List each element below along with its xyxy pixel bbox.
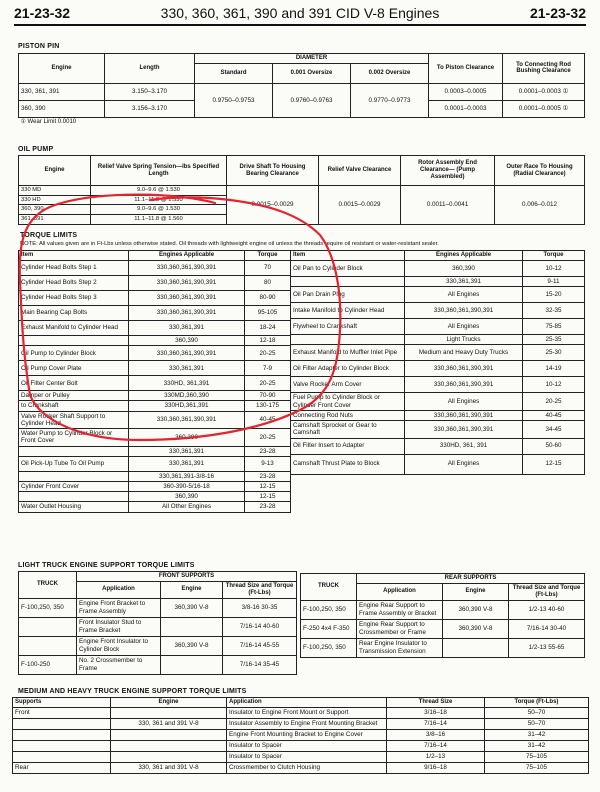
- table-row: [19, 502, 291, 512]
- cell-engine: 360, 390: [19, 205, 91, 215]
- cell-torque: 40-45: [245, 411, 291, 428]
- col-outer-race: Outer Race To Housing (Radial Clearance): [495, 156, 585, 186]
- cell-engines: 330,360,361,390,391: [129, 305, 245, 320]
- cell-engines: All Engines: [405, 454, 523, 474]
- cell-truck: F-100,250, 350: [19, 598, 77, 617]
- col-oversize-1: 0.001 Oversize: [273, 63, 351, 83]
- table-row: [301, 619, 585, 638]
- cell-truck: F-100,250, 350: [301, 600, 357, 619]
- col-truck: TRUCK: [19, 572, 77, 599]
- cell-engines: 330,360,361,390,391: [405, 377, 523, 393]
- cell-torque: 50–70: [485, 707, 589, 718]
- cell-torque: 34-45: [523, 421, 585, 438]
- cell-item: Exhaust Manifold to Cylinder Head: [19, 320, 129, 335]
- table-row: [291, 421, 585, 438]
- cell-engines: 330,360,361,390,391: [129, 346, 245, 361]
- table-row: [291, 345, 585, 361]
- cell-thread: 3/16–18: [387, 707, 485, 718]
- cell-application: Engine Rear Support to Frame Assembly or Bracket: [357, 600, 443, 619]
- table-row: [13, 751, 589, 762]
- cell-torque: 12-18: [245, 335, 291, 345]
- table-row: [19, 456, 291, 471]
- table-row: [291, 303, 585, 319]
- col-engine: Engine: [443, 583, 509, 600]
- cell-torque: 130-175: [245, 401, 291, 411]
- cell-engines: 330,361,391: [129, 456, 245, 471]
- cell-torque: 75–105: [485, 762, 589, 773]
- cell-thread: 9/16–18: [387, 762, 485, 773]
- cell-item: to Crankshaft: [19, 401, 129, 411]
- medium-heavy-table: [12, 697, 589, 774]
- cell-engines: All Other Engines: [129, 502, 245, 512]
- cell-torque: 50–70: [485, 718, 589, 729]
- cell-torque: 23-28: [245, 502, 291, 512]
- cell-engine: 330, 361 and 391 V-8: [111, 718, 227, 729]
- table-row: [19, 471, 291, 481]
- cell-item: Damper or Pulley: [19, 391, 129, 401]
- col-relief-valve: Relief Valve Spring Tension—lbs Specified Length: [91, 156, 227, 186]
- cell-torque: 31–42: [485, 729, 589, 740]
- cell-thread: 7/16–14: [387, 718, 485, 729]
- cell-torque: 75–105: [485, 751, 589, 762]
- table-row: [19, 186, 585, 196]
- cell-application: Insulator to Engine Front Mount or Support: [227, 707, 387, 718]
- cell-torque: 80-90: [245, 290, 291, 305]
- cell-item: Flywheel to Crankshaft: [291, 319, 405, 335]
- table-row: [291, 393, 585, 410]
- col-application: Application: [227, 698, 387, 708]
- cell-engine: [443, 638, 509, 657]
- cell-application: Engine Front Mounting Bracket to Engine Cover: [227, 729, 387, 740]
- cell-engines: 330,360,361,390,391: [129, 290, 245, 305]
- cell-engines: 330,360,361,390,391: [405, 361, 523, 377]
- table-row: [19, 391, 291, 401]
- cell-truck: F-250 4x4 F-350: [301, 619, 357, 638]
- cell-torque: 12-15: [245, 492, 291, 502]
- cell-engines: 330,360,361,390,391: [129, 260, 245, 275]
- col-engine: Engine: [19, 54, 105, 84]
- cell-length: 3.156–3.170: [105, 100, 195, 117]
- cell-standard: 0.9750–0.9753: [195, 83, 273, 117]
- cell-application: Crossmember to Clutch Housing: [227, 762, 387, 773]
- table-row: [13, 740, 589, 751]
- col-diameter: DIAMETER: [195, 54, 429, 64]
- torque-limits-title: TORQUE LIMITS: [20, 232, 78, 239]
- cell-engine: 360, 390: [19, 100, 105, 117]
- cell-engines: Medium and Heavy Duty Trucks: [405, 345, 523, 361]
- cell-item: Oil Filter Center Bolt: [19, 376, 129, 391]
- cell-torque: 75-85: [523, 319, 585, 335]
- cell-item: Oil Filter Adapter to Cylinder Block: [291, 361, 405, 377]
- cell-engines: 330HD,361,391: [129, 401, 245, 411]
- table-row: [291, 260, 585, 276]
- cell-relief: 11.1–11.8 @ 1.560: [91, 214, 227, 224]
- cell-item: Camshaft Sprocket or Gear to Camshaft: [291, 421, 405, 438]
- cell-item: Oil Filter Insert to Adapter: [291, 438, 405, 454]
- col-torque: Torque: [523, 251, 585, 261]
- cell-engines: 360,390: [129, 492, 245, 502]
- table-row: [19, 492, 291, 502]
- cell-thread: 3/8-16 30-35: [223, 598, 297, 617]
- table-row: [19, 275, 291, 290]
- col-rear-supports: REAR SUPPORTS: [357, 574, 585, 584]
- table-row: [19, 429, 291, 446]
- table-row: [19, 361, 291, 376]
- cell-piston: 0.0001–0.0003: [429, 100, 503, 117]
- table-row: [19, 655, 297, 674]
- cell-engines: All Engines: [405, 319, 523, 335]
- cell-item: [291, 335, 405, 345]
- cell-engine: 360,390 V-8: [443, 619, 509, 638]
- cell-drive: 0.0015–0.0029: [227, 186, 319, 225]
- cell-engine: 360,390 V-8: [161, 636, 223, 655]
- col-oversize-2: 0.002 Oversize: [351, 63, 429, 83]
- cell-item: Oil Pan to Cylinder Block: [291, 260, 405, 276]
- cell-truck: [19, 636, 77, 655]
- table-row: [19, 598, 297, 617]
- cell-engines: 330,360,361,390,391: [129, 411, 245, 428]
- page-header: [0, 0, 600, 28]
- cell-thread: 7/16-14 35-45: [223, 655, 297, 674]
- col-engines: Engines Applicable: [129, 251, 245, 261]
- col-supports: Supports: [13, 698, 111, 708]
- cell-item: Water Outlet Housing: [19, 502, 129, 512]
- cell-engines: 330MD,360,390: [129, 391, 245, 401]
- cell-engines: 360,390: [129, 429, 245, 446]
- cell-application: Engine Front Insulator to Cylinder Block: [77, 636, 161, 655]
- cell-torque: 32-35: [523, 303, 585, 319]
- cell-torque: 10-12: [523, 377, 585, 393]
- cell-item: Valve Rocker Shaft Support to Cylinder Head: [19, 411, 129, 428]
- cell-thread: 7/16–14: [387, 740, 485, 751]
- cell-engine: [111, 751, 227, 762]
- col-engines: Engines Applicable: [405, 251, 523, 261]
- cell-item: Oil Pump Cover Plate: [19, 361, 129, 376]
- cell-application: Engine Front Bracket to Frame Assembly: [77, 598, 161, 617]
- medium-heavy-title: MEDIUM AND HEAVY TRUCK ENGINE SUPPORT TORQUE LIMITS: [18, 688, 247, 695]
- cell-item: Cylinder Head Bolts Step 2: [19, 275, 129, 290]
- col-engine: Engine: [161, 581, 223, 598]
- cell-torque: 7-9: [245, 361, 291, 376]
- cell-piston: 0.0003–0.0005: [429, 83, 503, 100]
- cell-torque: 20-25: [523, 393, 585, 410]
- cell-outer: 0.006–0.012: [495, 186, 585, 225]
- cell-engine: [161, 655, 223, 674]
- cell-item: Connecting Rod Nuts: [291, 410, 405, 420]
- cell-application: Insulator to Spacer: [227, 751, 387, 762]
- cell-thread: 7/16-14 30-40: [509, 619, 585, 638]
- cell-item: Water Pump to Cylinder Block or Front Cover: [19, 429, 129, 446]
- col-standard: Standard: [195, 63, 273, 83]
- cell-application: No. 2 Crossmember to Frame: [77, 655, 161, 674]
- cell-engines: 360,390: [129, 335, 245, 345]
- cell-torque: 95-105: [245, 305, 291, 320]
- cell-item: Oil Pick-Up Tube To Oil Pump: [19, 456, 129, 471]
- cell-engines: 330,361,391: [129, 446, 245, 456]
- col-engine: Engine: [19, 156, 91, 186]
- cell-item: Intake Manifold to Cylinder Head: [291, 303, 405, 319]
- cell-truck: F-100,250, 350: [301, 638, 357, 657]
- cell-rotor: 0.0011–0.0041: [401, 186, 495, 225]
- cell-engines: 330,360,361,390,391: [405, 410, 523, 420]
- cell-torque: 25-35: [523, 335, 585, 345]
- cell-thread: 1/2–13: [387, 751, 485, 762]
- col-thread: Thread Size: [387, 698, 485, 708]
- cell-thread: 7/16-14 45-55: [223, 636, 297, 655]
- cell-supports: [13, 729, 111, 740]
- cell-torque: 50-60: [523, 438, 585, 454]
- cell-torque: 9-11: [523, 276, 585, 286]
- cell-engines: Light Trucks: [405, 335, 523, 345]
- cell-relief: 9.0–9.6 @ 1.530: [91, 205, 227, 215]
- cell-item: Main Bearing Cap Bolts: [19, 305, 129, 320]
- col-item: Item: [19, 251, 129, 261]
- oil-pump-title: OIL PUMP: [18, 146, 54, 153]
- cell-engines: All Engines: [405, 393, 523, 410]
- cell-torque: 12-15: [523, 454, 585, 474]
- torque-table-right: [290, 250, 585, 475]
- piston-pin-title: PISTON PIN: [18, 43, 60, 50]
- table-row: [19, 320, 291, 335]
- table-row: [13, 718, 589, 729]
- table-row: [19, 260, 291, 275]
- cell-item: Cylinder Head Bolts Step 1: [19, 260, 129, 275]
- col-length: Length: [105, 54, 195, 84]
- table-row: [291, 276, 585, 286]
- cell-item: [19, 471, 129, 481]
- col-piston-clearance: To Piston Clearance: [429, 54, 503, 84]
- cell-engines: 330,361,391-3/8-16: [129, 471, 245, 481]
- cell-engines: 360,390: [405, 260, 523, 276]
- page-title: 330, 360, 361, 390 and 391 CID V-8 Engines: [160, 5, 440, 21]
- cell-item: [291, 276, 405, 286]
- cell-engine: 360,390 V-8: [161, 598, 223, 617]
- cell-engine: [111, 729, 227, 740]
- cell-thread: 7/16-14 40-60: [223, 617, 297, 636]
- cell-item: [19, 446, 129, 456]
- page-number-right: 21-23-32: [529, 5, 586, 21]
- cell-torque: 9-13: [245, 456, 291, 471]
- cell-thread: 3/8–16: [387, 729, 485, 740]
- light-front-table: [18, 571, 297, 675]
- table-row: [19, 482, 291, 492]
- cell-torque: 25-30: [523, 345, 585, 361]
- cell-supports: Rear: [13, 762, 111, 773]
- cell-relief: 9.0–9.6 @ 1.530: [91, 186, 227, 196]
- col-application: Application: [77, 581, 161, 598]
- table-row: [19, 290, 291, 305]
- table-row: [19, 335, 291, 345]
- table-row: [13, 762, 589, 773]
- table-row: [13, 729, 589, 740]
- col-rotor: Rotor Assembly End Clearance— (Pump Assembled): [401, 156, 495, 186]
- table-row: [19, 636, 297, 655]
- cell-engines: 330,361,391: [129, 361, 245, 376]
- cell-torque: 14-19: [523, 361, 585, 377]
- col-thread: Thread Size and Torque (Ft-Lbs): [223, 581, 297, 598]
- cell-valve: 0.0015–0.0029: [319, 186, 401, 225]
- cell-truck: [19, 617, 77, 636]
- col-rod-clearance: To Connecting Rod Bushing Clearance: [503, 54, 585, 84]
- cell-application: Rear Engine Insulator to Transmission Extension: [357, 638, 443, 657]
- cell-thread: 1/2-13 55-65: [509, 638, 585, 657]
- cell-thread: 1/2-13 40-60: [509, 600, 585, 619]
- cell-engine: 330 MD: [19, 186, 91, 196]
- cell-engine: 330, 361 and 391 V-8: [111, 762, 227, 773]
- cell-engines: 330,361,391: [405, 276, 523, 286]
- table-row: [13, 707, 589, 718]
- torque-table-left: [18, 250, 291, 513]
- cell-item: Cylinder Front Cover: [19, 482, 129, 492]
- table-row: [19, 305, 291, 320]
- cell-torque: 70: [245, 260, 291, 275]
- table-row: [19, 411, 291, 428]
- col-drive-shaft: Drive Shaft To Housing Bearing Clearance: [227, 156, 319, 186]
- cell-supports: Front: [13, 707, 111, 718]
- cell-engines: 360-390-5/16-18: [129, 482, 245, 492]
- cell-engines: 330,361,391: [129, 320, 245, 335]
- col-torque: Torque (Ft-Lbs): [485, 698, 589, 708]
- cell-engine: 330, 361, 391: [19, 83, 105, 100]
- cell-torque: 80: [245, 275, 291, 290]
- cell-engine: [161, 617, 223, 636]
- cell-item: Valve Rocker Arm Cover: [291, 377, 405, 393]
- cell-torque: 18-24: [245, 320, 291, 335]
- cell-engines: 330,360,361,390,391: [129, 275, 245, 290]
- table-row: [291, 410, 585, 420]
- cell-torque: 23-28: [245, 471, 291, 481]
- col-item: Item: [291, 251, 405, 261]
- table-row: [291, 361, 585, 377]
- table-row: [291, 319, 585, 335]
- cell-item: Camshaft Thrust Plate to Block: [291, 454, 405, 474]
- cell-engines: All Engines: [405, 287, 523, 303]
- table-row: [19, 617, 297, 636]
- cell-torque: 23-28: [245, 446, 291, 456]
- cell-torque: 12-15: [245, 482, 291, 492]
- cell-truck: F-100-250: [19, 655, 77, 674]
- col-truck: TRUCK: [301, 574, 357, 601]
- cell-item: Fuel Pump to Cylinder Block or Cylinder Front Cover: [291, 393, 405, 410]
- cell-item: Exhaust Manifold to Muffler Inlet Pipe: [291, 345, 405, 361]
- col-front-supports: FRONT SUPPORTS: [77, 572, 297, 582]
- col-application: Application: [357, 583, 443, 600]
- table-row: [19, 83, 585, 100]
- cell-engine: [111, 707, 227, 718]
- cell-length: 3.150–3.170: [105, 83, 195, 100]
- cell-oversize-2: 0.9770–0.9773: [351, 83, 429, 117]
- cell-torque: 20-25: [245, 346, 291, 361]
- table-row: [19, 346, 291, 361]
- cell-supports: [13, 740, 111, 751]
- cell-supports: [13, 718, 111, 729]
- col-valve-clearance: Relief Valve Clearance: [319, 156, 401, 186]
- table-row: [19, 376, 291, 391]
- cell-oversize-1: 0.9760–0.9763: [273, 83, 351, 117]
- cell-torque: 31–42: [485, 740, 589, 751]
- cell-relief: 11.1–11.8 @ 1.530: [91, 195, 227, 205]
- torque-note: NOTE: All values given are in Ft-Lbs unless otherwise stated. Oil threads with lightweight engine oil unless the threads require oil resistant or water-resistant sealer.: [20, 241, 439, 247]
- col-engine: Engine: [111, 698, 227, 708]
- cell-torque: 20-25: [245, 376, 291, 391]
- cell-torque: 20-25: [245, 429, 291, 446]
- cell-engines: 330HD, 361, 391: [405, 438, 523, 454]
- cell-engines: 330HD, 361,391: [129, 376, 245, 391]
- cell-item: [19, 492, 129, 502]
- cell-engine: 361, 391: [19, 214, 91, 224]
- col-torque: Torque: [245, 251, 291, 261]
- cell-torque: 15-20: [523, 287, 585, 303]
- cell-supports: [13, 751, 111, 762]
- table-row: [291, 287, 585, 303]
- table-row: [301, 638, 585, 657]
- light-truck-title: LIGHT TRUCK ENGINE SUPPORT TORQUE LIMITS: [18, 562, 195, 569]
- footnote: ① Wear Limit 0.0010: [20, 118, 77, 125]
- table-row: [19, 446, 291, 456]
- cell-item: Oil Pan Drain Plug: [291, 287, 405, 303]
- cell-application: Insulator to Spacer: [227, 740, 387, 751]
- cell-torque: 70-90: [245, 391, 291, 401]
- table-row: [19, 401, 291, 411]
- cell-engine: 360,390 V-8: [443, 600, 509, 619]
- table-row: [291, 377, 585, 393]
- cell-item: Oil Pump to Cylinder Block: [19, 346, 129, 361]
- table-row: [291, 438, 585, 454]
- cell-rod: 0.0001–0.0005 ①: [503, 100, 585, 117]
- cell-torque: 40-45: [523, 410, 585, 420]
- table-row: [291, 454, 585, 474]
- cell-torque: 10-12: [523, 260, 585, 276]
- light-rear-table: [300, 573, 585, 658]
- cell-item: Cylinder Head Bolts Step 3: [19, 290, 129, 305]
- table-row: [301, 600, 585, 619]
- col-thread: Thread Size and Torque (Ft-Lbs): [509, 583, 585, 600]
- cell-engine: [111, 740, 227, 751]
- oil-pump-table: [18, 155, 585, 225]
- cell-application: Engine Rear Support to Crossmember or Frame: [357, 619, 443, 638]
- cell-rod: 0.0001–0.0003 ①: [503, 83, 585, 100]
- piston-pin-table: [18, 53, 585, 127]
- cell-engines: 330,360,361,390,391: [405, 421, 523, 438]
- cell-engines: 330,360,361,390,391: [405, 303, 523, 319]
- page-number-left: 21-23-32: [14, 5, 71, 21]
- cell-application: Front Insulator Stud to Frame Bracket: [77, 617, 161, 636]
- table-row: [291, 335, 585, 345]
- header-rule: [14, 24, 586, 26]
- cell-application: Insulator Assembly to Engine Front Mounting Bracket: [227, 718, 387, 729]
- cell-item: [19, 335, 129, 345]
- cell-engine: 330 HD: [19, 195, 91, 205]
